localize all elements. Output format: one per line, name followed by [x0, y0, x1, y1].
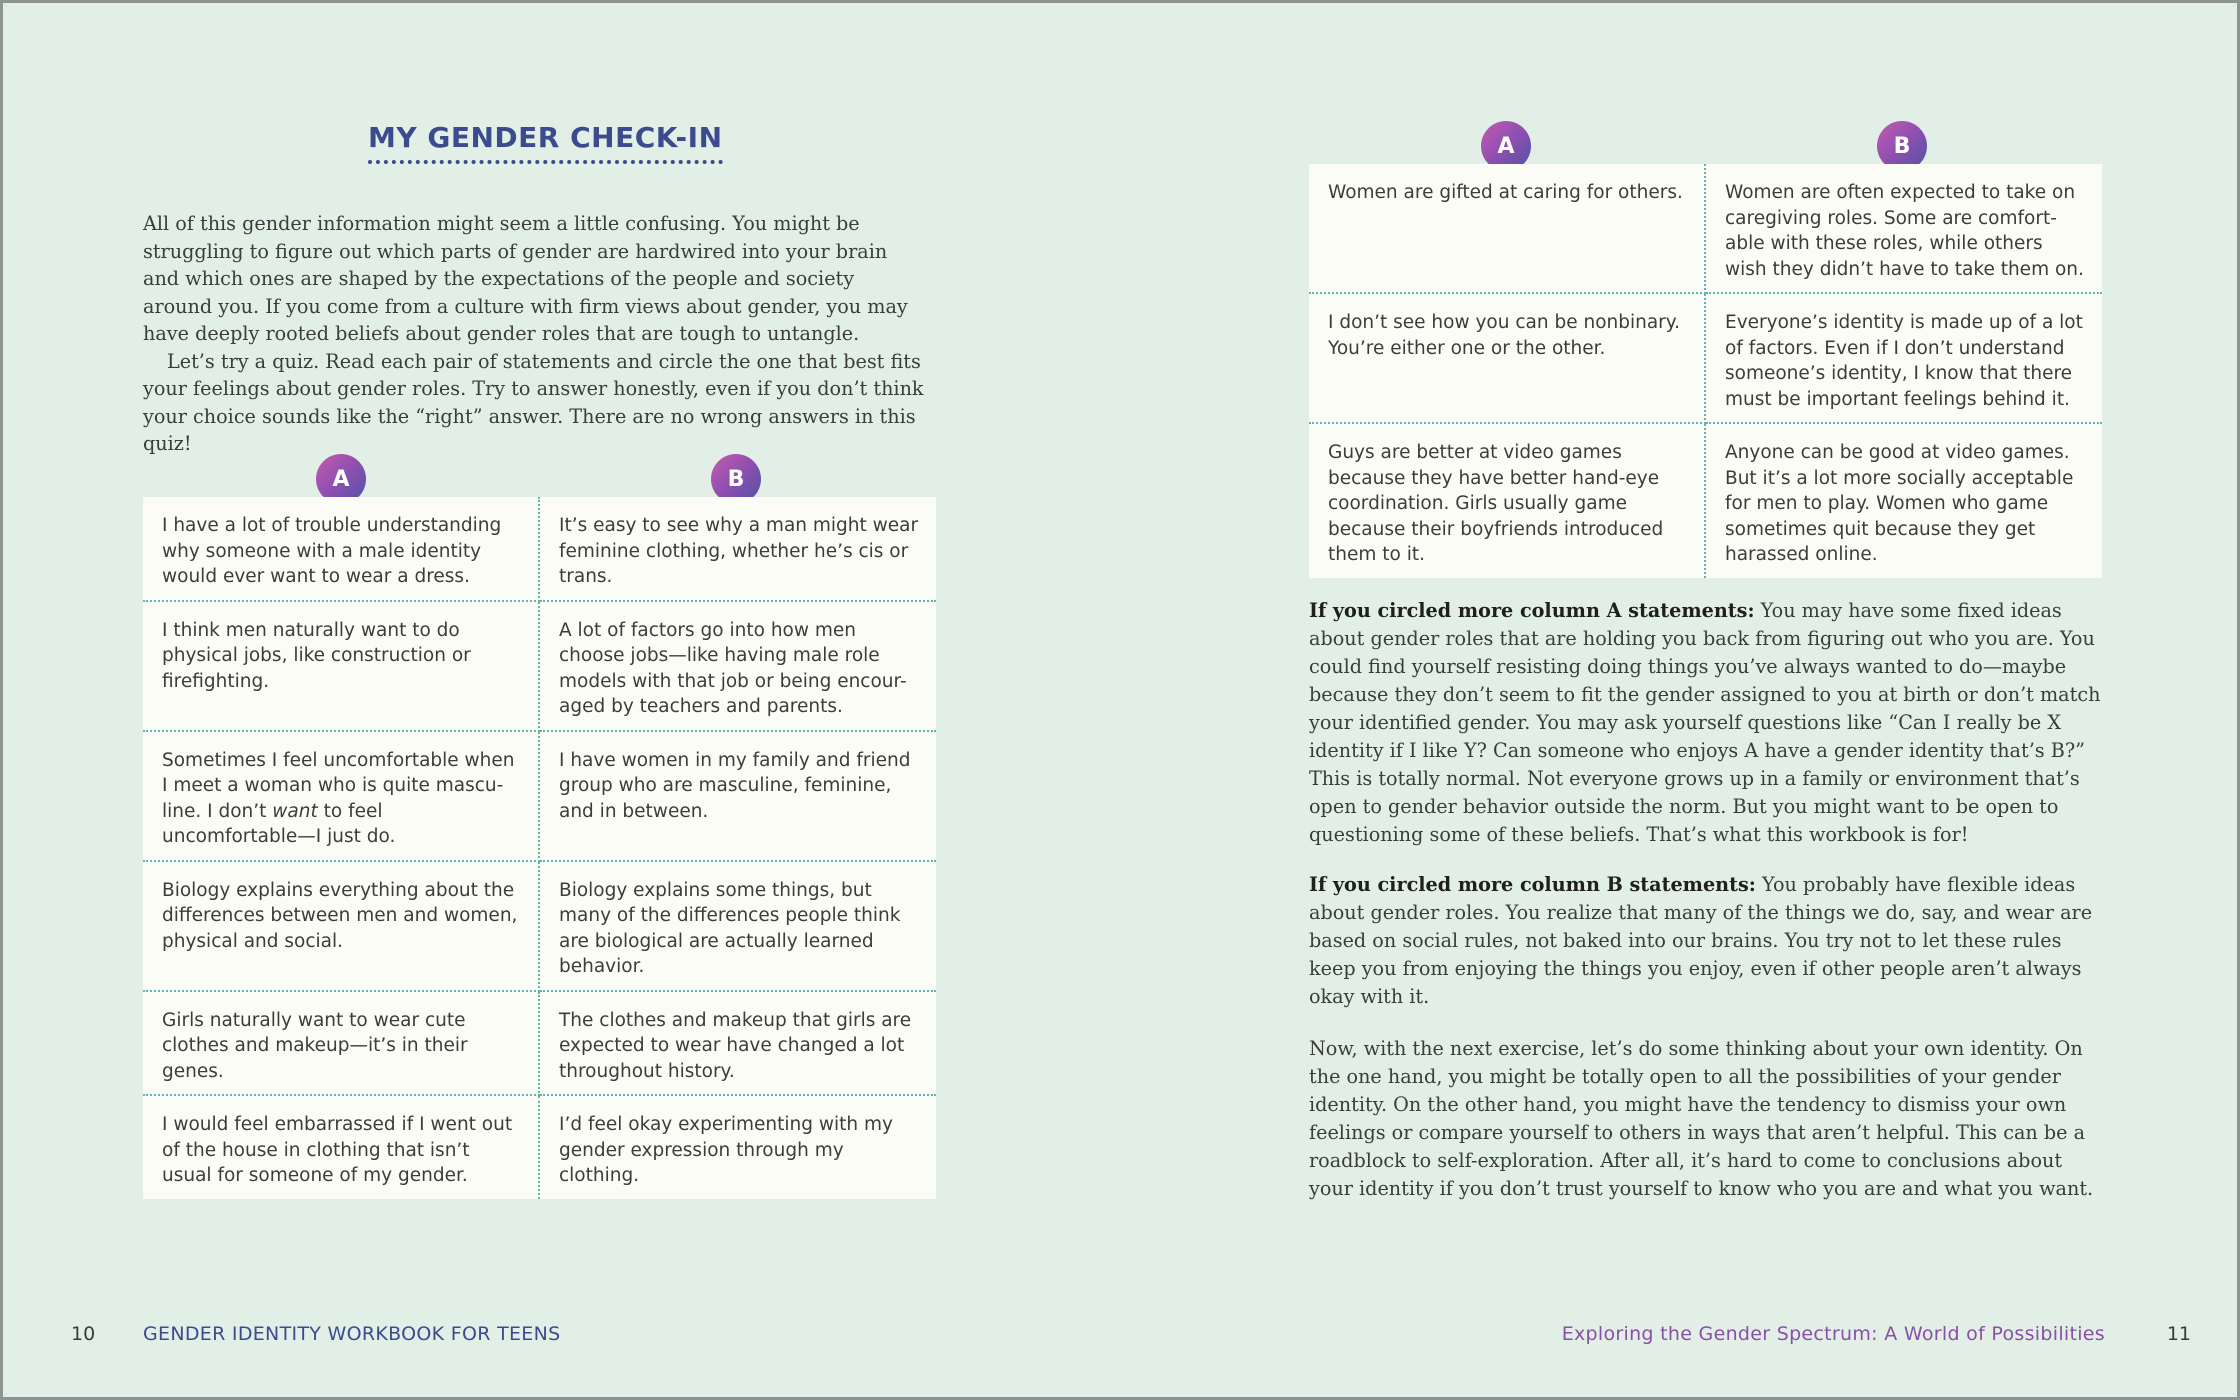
intro-paragraph-2: Let’s try a quiz. Read each pair of statements and circle the one that best fits your feelings about gender roles. Try to answer honestly, even if you don’t think your choice sounds like the “right” answer. There are no wrong answers in this quiz! — [143, 349, 924, 455]
closing-paragraph: Now, with the next exercise, let’s do some thinking about your own identity. On the one hand, you might be totally open to all the possibilities of your gender identity. On the other hand, you might have the tendency to dismiss your own feelings or compare yourself to others in ways that aren’t helpful. This can be a roadblock to self-exploration. After all, it’s hard to come to conclusions about your identity if you don’t trust yourself to know who you are and what you want. — [1309, 1037, 2094, 1200]
result-a-text: You may have some fixed ideas about gender roles that are holding you back from figuring out who you are. You could find yourself resisting doing things you’ve always wanted to do—maybe because they don’t seem to fit the gender assigned to you at birth or don’t match your identified gender. You may ask yourself questions like “Can I really be X identity if I like Y? Can someone who enjoys A have a gender identity that’s B?” This is totally normal. Not everyone grows up in a family or environment that’s open to gender behavior outside the norm. But you might want to be open to questioning some of these beliefs. That’s what this workbook is for! — [1309, 599, 2101, 846]
running-head-right: Exploring the Gender Spectrum: A World of Possibilities — [1561, 1323, 2105, 1345]
intro-text — [143, 210, 925, 458]
emphasis-word: want — [272, 800, 318, 822]
quiz-table-left — [143, 497, 936, 1199]
result-b-text: You probably have flexible ideas about gender roles. You realize that many of the things we do, say, and wear are based on social rules, not baked into our brains. You try not to let these rules keep you from enjoying the things you enjoy, even if other people aren’t always okay with it. — [1309, 873, 2093, 1008]
statement-a-part: to feel uncomfortable—I just do. — [162, 800, 396, 847]
statement-a[interactable]: Guys are better at video games because they have better hand-eye coordination. Girls usually game because their boyfriends introduced them to it. — [1309, 423, 1705, 578]
quiz-row — [143, 601, 936, 731]
quiz-table-right — [1309, 164, 2102, 578]
column-b-badge: B — [1877, 121, 1927, 171]
statement-b[interactable]: A lot of factors go into how men choose jobs—like having male role models with that job or being encour-aged by teachers and parents. — [539, 601, 936, 731]
result-a-label: If you circled more column A statements: — [1309, 599, 1755, 622]
statement-b[interactable]: Everyone’s identity is made up of a lot of factors. Even if I don’t understand someone’s identity, I know that there must be important feelings behind it. — [1705, 293, 2102, 423]
statement-a[interactable]: I have a lot of trouble understanding why someone with a male identity would ever want to wear a dress. — [143, 497, 539, 601]
left-page — [3, 3, 1123, 1397]
quiz-row — [1309, 423, 2102, 578]
page-number-left: 10 — [71, 1323, 96, 1345]
running-head-left: GENDER IDENTITY WORKBOOK FOR TEENS — [143, 1323, 561, 1345]
quiz-row — [1309, 293, 2102, 423]
column-a-badge: A — [316, 454, 366, 504]
result-b-label: If you circled more column B statements: — [1309, 873, 1756, 896]
statement-b[interactable]: Anyone can be good at video games. But it’s a lot more socially acceptable for men to play. Women who game sometimes quit because they get harassed online. — [1725, 442, 2074, 565]
statement-a[interactable]: I think men naturally want to do physical jobs, like construction or firefighting. — [143, 601, 539, 731]
quiz-row — [143, 991, 936, 1096]
quiz-row — [143, 1095, 936, 1199]
column-b-badge: B — [711, 454, 761, 504]
statement-b[interactable]: It’s easy to see why a man might wear feminine clothing, whether he’s cis or trans. — [539, 497, 936, 601]
statement-b[interactable]: I’d feel okay experimenting with my gender expression through my clothing. — [559, 1114, 893, 1186]
result-a-paragraph — [1309, 597, 2109, 849]
statement-b[interactable]: The clothes and makeup that girls are expected to wear have changed a lot throughout history. — [539, 991, 936, 1096]
page-title: MY GENDER CHECK-IN — [368, 121, 723, 164]
quiz-row — [143, 731, 936, 861]
statement-a[interactable]: Girls naturally want to wear cute clothes and makeup—it’s in their genes. — [143, 991, 539, 1096]
quiz-row — [143, 497, 936, 601]
statement-a[interactable] — [143, 731, 539, 861]
statement-a[interactable]: Biology explains everything about the differences between men and women, physical and social. — [143, 861, 539, 991]
quiz-row — [1309, 164, 2102, 293]
statement-a[interactable]: I don’t see how you can be nonbinary. You’re either one or the other. — [1309, 293, 1705, 423]
statement-b[interactable]: I have women in my family and friend group who are masculine, feminine, and in between. — [539, 731, 936, 861]
statement-a[interactable]: Women are gifted at caring for others. — [1309, 164, 1705, 293]
statement-b[interactable]: Women are often expected to take on caregiving roles. Some are comfort-able with these roles, while others wish they didn’t have to take them on. — [1705, 164, 2102, 293]
result-b-paragraph — [1309, 871, 2109, 1011]
statement-b[interactable]: Biology explains some things, but many of the differences people think are biological are actually learned behavior. — [539, 861, 936, 991]
column-a-badge: A — [1481, 121, 1531, 171]
statement-a-part: Sometimes I feel uncomfortable when I meet a woman who is quite mascu-line. I don’t — [162, 749, 515, 822]
quiz-row — [143, 861, 936, 991]
page-number-right: 11 — [2166, 1323, 2191, 1345]
intro-paragraph-1: All of this gender information might seem a little confusing. You might be struggling to figure out which parts of gender are hardwired into your brain and which ones are shaped by the expectations of the people and society around you. If you come from a culture with firm views about gender, you may have deeply rooted beliefs about gender roles that are tough to untangle. — [143, 212, 908, 345]
statement-a[interactable]: I would feel embarrassed if I went out of the house in clothing that isn’t usual for someone of my gender. — [143, 1095, 539, 1199]
right-page — [1123, 3, 2240, 1397]
